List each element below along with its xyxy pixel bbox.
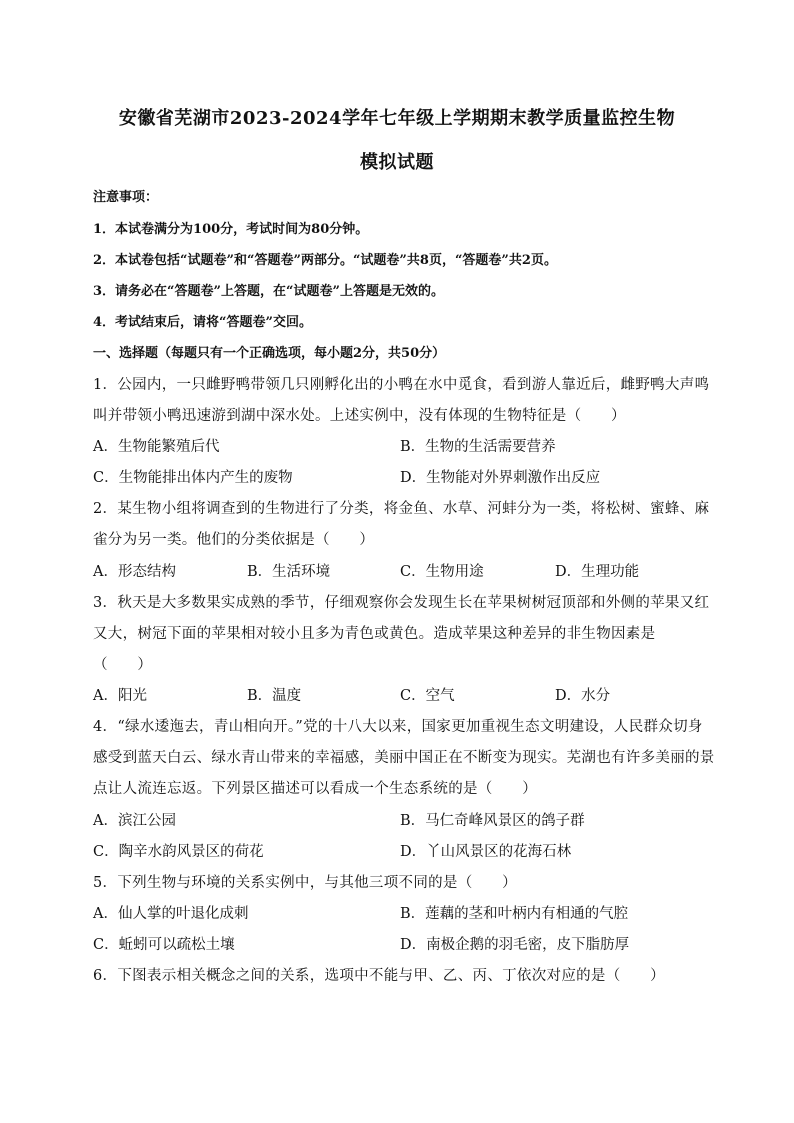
notice-item: 4．考试结束后，请将“答题卷”交回。 <box>93 315 313 330</box>
question-4-option-c: C．陶辛水韵风景区的荷花 <box>93 844 264 860</box>
question-2-option-a: A．形态结构 <box>93 564 176 580</box>
question-4-option-a: A．滨江公园 <box>93 813 176 829</box>
question-3-option-c: C．空气 <box>400 688 455 704</box>
question-5-option-d: D．南极企鹅的羽毛密，皮下脂肪厚 <box>400 937 630 953</box>
question-4-option-b: B．马仁奇峰风景区的鸽子群 <box>400 813 585 829</box>
notice-item: 2．本试卷包括“试题卷”和“答题卷”两部分。“试题卷”共8页，“答题卷”共2页。 <box>93 253 557 268</box>
notice-item: 3．请务必在“答题卷”上答题，在“试题卷”上答题是无效的。 <box>93 284 444 299</box>
question-3-option-b: B．温度 <box>247 688 302 704</box>
question-3-option-d: D．水分 <box>555 688 611 704</box>
question-4-line: 感受到蓝天白云、绿水青山带来的幸福感，美丽中国正在不断变为现实。芜湖也有许多美丽的景 <box>93 750 715 766</box>
question-3-option-a: A．阳光 <box>93 688 147 704</box>
question-1-option-d: D．生物能对外界刺激作出反应 <box>400 470 601 486</box>
question-1-line: 叫并带领小鸭迅速游到湖中深水处。上述实例中，没有体现的生物特征是（ ） <box>93 408 626 424</box>
exam-title-line1: 安徽省芜湖市2023-2024学年七年级上学期期末教学质量监控生物 <box>118 108 676 129</box>
question-2-line: 雀分为另一类。他们的分类依据是（ ） <box>93 532 375 548</box>
question-4-option-d: D．丫山风景区的花海石林 <box>400 844 572 860</box>
question-1-option-c: C．生物能排出体内产生的废物 <box>93 470 293 486</box>
question-6-line: 6．下图表示相关概念之间的关系，选项中不能与甲、乙、丙、丁依次对应的是（ ） <box>93 968 665 984</box>
exam-title-line2: 模拟试题 <box>360 152 434 173</box>
question-5-line: 5．下列生物与环境的关系实例中，与其他三项不同的是（ ） <box>93 875 517 891</box>
notice-item: 1．本试卷满分为100分，考试时间为80分钟。 <box>93 222 369 237</box>
section-heading: 一、选择题（每题只有一个正确选项，每小题2分，共50分） <box>93 346 446 361</box>
question-3-line: 又大，树冠下面的苹果相对较小且多为青色或黄色。造成苹果这种差异的非生物因素是 <box>93 626 656 642</box>
question-1-option-a: A．生物能繁殖后代 <box>93 439 220 455</box>
question-2-option-c: C．生物用途 <box>400 564 484 580</box>
question-4-line: 点让人流连忘返。下列景区描述可以看成一个生态系统的是（ ） <box>93 781 537 797</box>
question-2-line: 2．某生物小组将调查到的生物进行了分类，将金鱼、水草、河蚌分为一类，将松树、蜜蜂、麻 <box>93 501 710 517</box>
question-3-line: （ ） <box>93 657 153 673</box>
question-5-option-b: B．莲藕的茎和叶柄内有相通的气腔 <box>400 906 629 922</box>
question-2-option-d: D．生理功能 <box>555 564 640 580</box>
question-3-line: 3．秋天是大多数果实成熟的季节，仔细观察你会发现生长在苹果树树冠顶部和外侧的苹果又红 <box>93 595 710 611</box>
question-1-option-b: B．生物的生活需要营养 <box>400 439 556 455</box>
question-4-line: 4．“绿水逶迤去，青山相向开。”党的十八大以来，国家更加重视生态文明建设，人民群众切身 <box>93 719 703 735</box>
question-5-option-a: A．仙人掌的叶退化成刺 <box>93 906 249 922</box>
question-1-line: 1．公园内，一只雌野鸭带领几只刚孵化出的小鸭在水中觅食，看到游人靠近后，雌野鸭大声鸣 <box>93 377 710 393</box>
question-5-option-c: C．蚯蚓可以疏松土壤 <box>93 937 235 953</box>
notice-heading: 注意事项： <box>93 190 159 205</box>
question-2-option-b: B．生活环境 <box>247 564 331 580</box>
